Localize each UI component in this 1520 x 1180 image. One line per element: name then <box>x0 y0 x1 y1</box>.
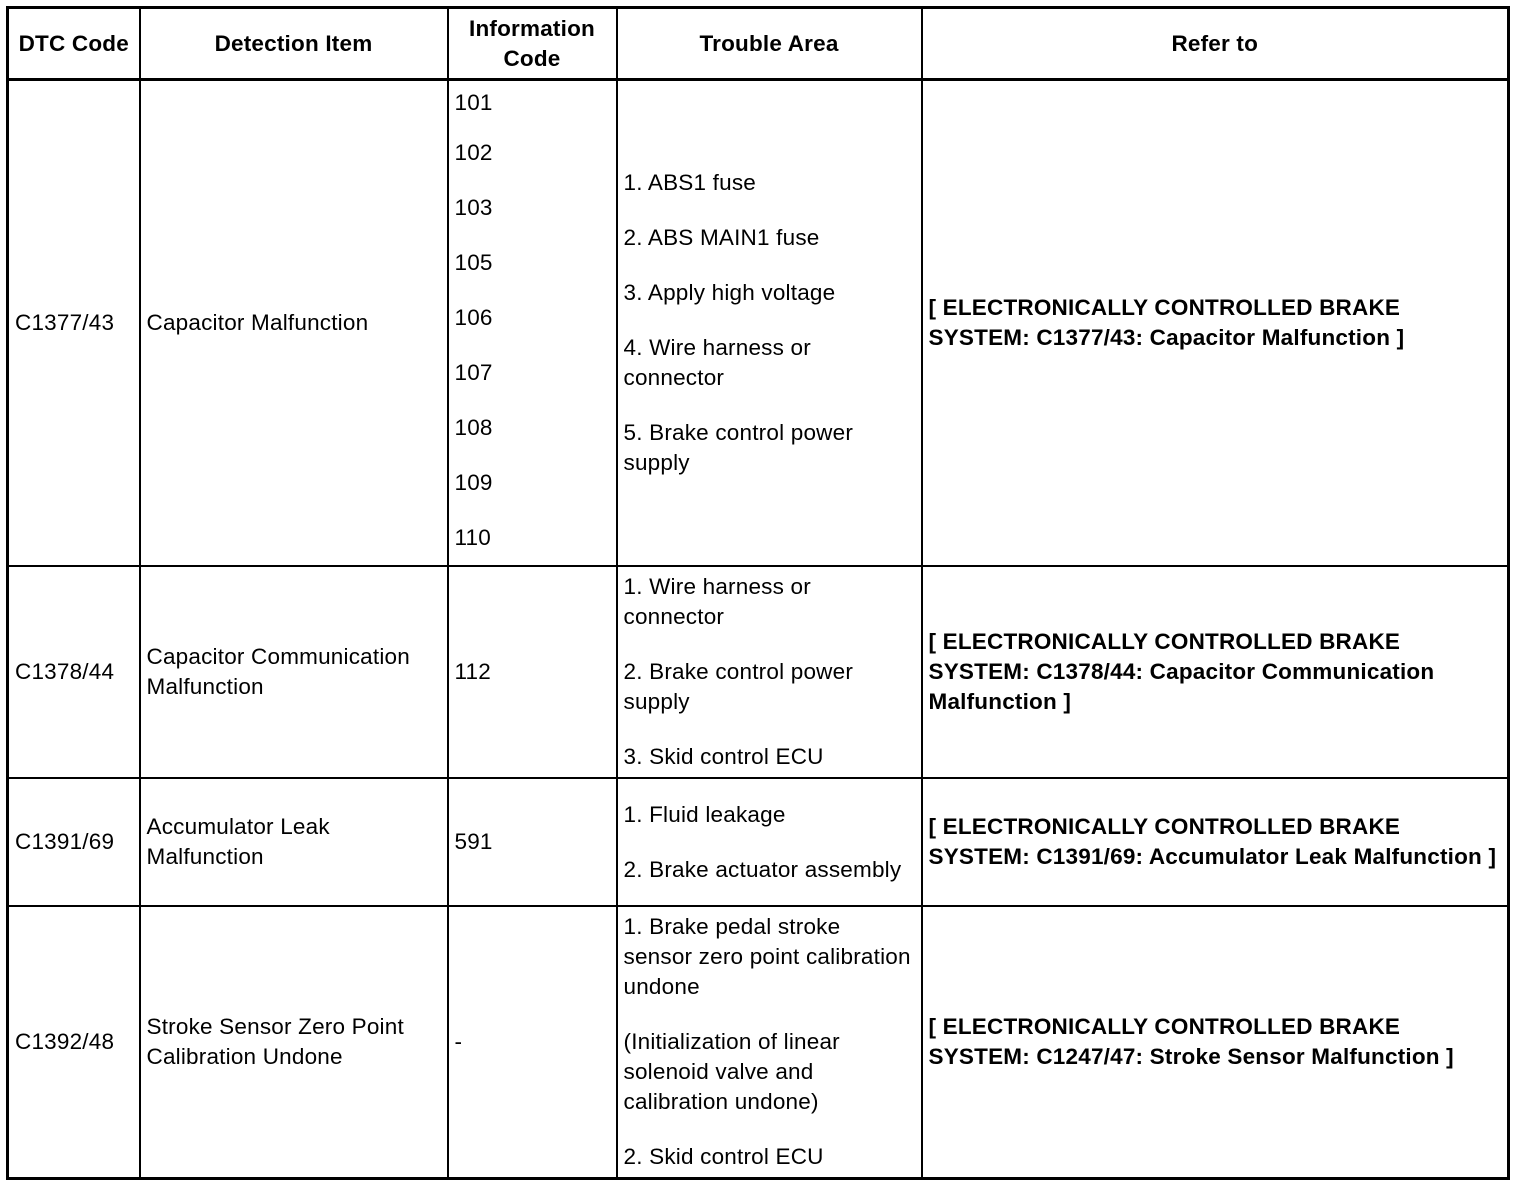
trouble-area-item: 3. Apply high voltage <box>623 280 836 305</box>
information-code: 105 <box>454 250 493 275</box>
information-code-cell: 591 <box>448 778 617 906</box>
refer-to-link[interactable]: [ ELECTRONICALLY CONTROLLED BRAKE SYSTEM: C1247/47: Stroke Sensor Malfunction ] <box>922 906 1509 1178</box>
trouble-area-item: 3. Skid control ECU <box>623 744 824 769</box>
information-code: 101 <box>454 90 493 115</box>
trouble-area-item: 1. ABS1 fuse <box>623 170 756 195</box>
trouble-area-item: 2. ABS MAIN1 fuse <box>623 225 820 250</box>
trouble-area-item: 4. Wire harness or connector <box>623 335 811 390</box>
trouble-area-item: (Initialization of linear solenoid valve and calibration undone) <box>623 1028 840 1114</box>
detection-item-cell: Capacitor Communication Malfunction <box>140 566 448 778</box>
dtc-code-cell: C1392/48 <box>8 906 140 1178</box>
table-row <box>8 778 1509 906</box>
trouble-area-item: 2. Skid control ECU <box>623 1143 824 1169</box>
trouble-area-cell <box>617 778 922 906</box>
header-row <box>8 8 1509 80</box>
refer-to-link[interactable]: [ ELECTRONICALLY CONTROLLED BRAKE SYSTEM: C1377/43: Capacitor Malfunction ] <box>922 80 1509 567</box>
information-code: 110 <box>454 525 491 550</box>
dtc-code-cell: C1391/69 <box>8 778 140 906</box>
information-code: 102 <box>454 140 493 165</box>
detection-item-cell: Accumulator Leak Malfunction <box>140 778 448 906</box>
dtc-code-cell: C1378/44 <box>8 566 140 778</box>
detection-item-cell: Capacitor Malfunction <box>140 80 448 567</box>
trouble-area-item: 5. Brake control power supply <box>623 420 854 475</box>
trouble-area-item: 1. Brake pedal stroke sensor zero point calibration undone <box>623 913 911 999</box>
information-code: 108 <box>454 415 493 440</box>
table-row <box>8 906 1509 1178</box>
trouble-area-item: 2. Brake control power supply <box>623 659 854 714</box>
table-row <box>8 80 1509 567</box>
trouble-area-cell <box>617 906 922 1178</box>
trouble-area-item: 2. Brake actuator assembly <box>623 856 902 882</box>
dtc-code-cell: C1377/43 <box>8 80 140 567</box>
header-dtc-code: DTC Code <box>8 8 140 80</box>
refer-to-link[interactable]: [ ELECTRONICALLY CONTROLLED BRAKE SYSTEM: C1378/44: Capacitor Communication Malfunction ] <box>922 566 1509 778</box>
table-row <box>8 566 1509 778</box>
header-refer-to: Refer to <box>922 8 1509 80</box>
information-code-cell: 112 <box>448 566 617 778</box>
header-detection-item: Detection Item <box>140 8 448 80</box>
trouble-area-item: 1. Wire harness or connector <box>623 574 811 629</box>
information-code: 109 <box>454 470 493 495</box>
trouble-area-item: 1. Fluid leakage <box>623 801 786 827</box>
information-code: 103 <box>454 195 493 220</box>
header-information-code: Information Code <box>448 8 617 80</box>
information-code-cell: - <box>448 906 617 1178</box>
information-code: 107 <box>454 360 493 385</box>
header-trouble-area: Trouble Area <box>617 8 922 80</box>
information-code: 106 <box>454 305 493 330</box>
trouble-area-cell <box>617 566 922 778</box>
refer-to-link[interactable]: [ ELECTRONICALLY CONTROLLED BRAKE SYSTEM: C1391/69: Accumulator Leak Malfunction ] <box>922 778 1509 906</box>
trouble-area-cell <box>617 80 922 567</box>
dtc-table <box>6 6 1510 1180</box>
information-code-cell <box>448 80 617 567</box>
detection-item-cell: Stroke Sensor Zero Point Calibration Undone <box>140 906 448 1178</box>
